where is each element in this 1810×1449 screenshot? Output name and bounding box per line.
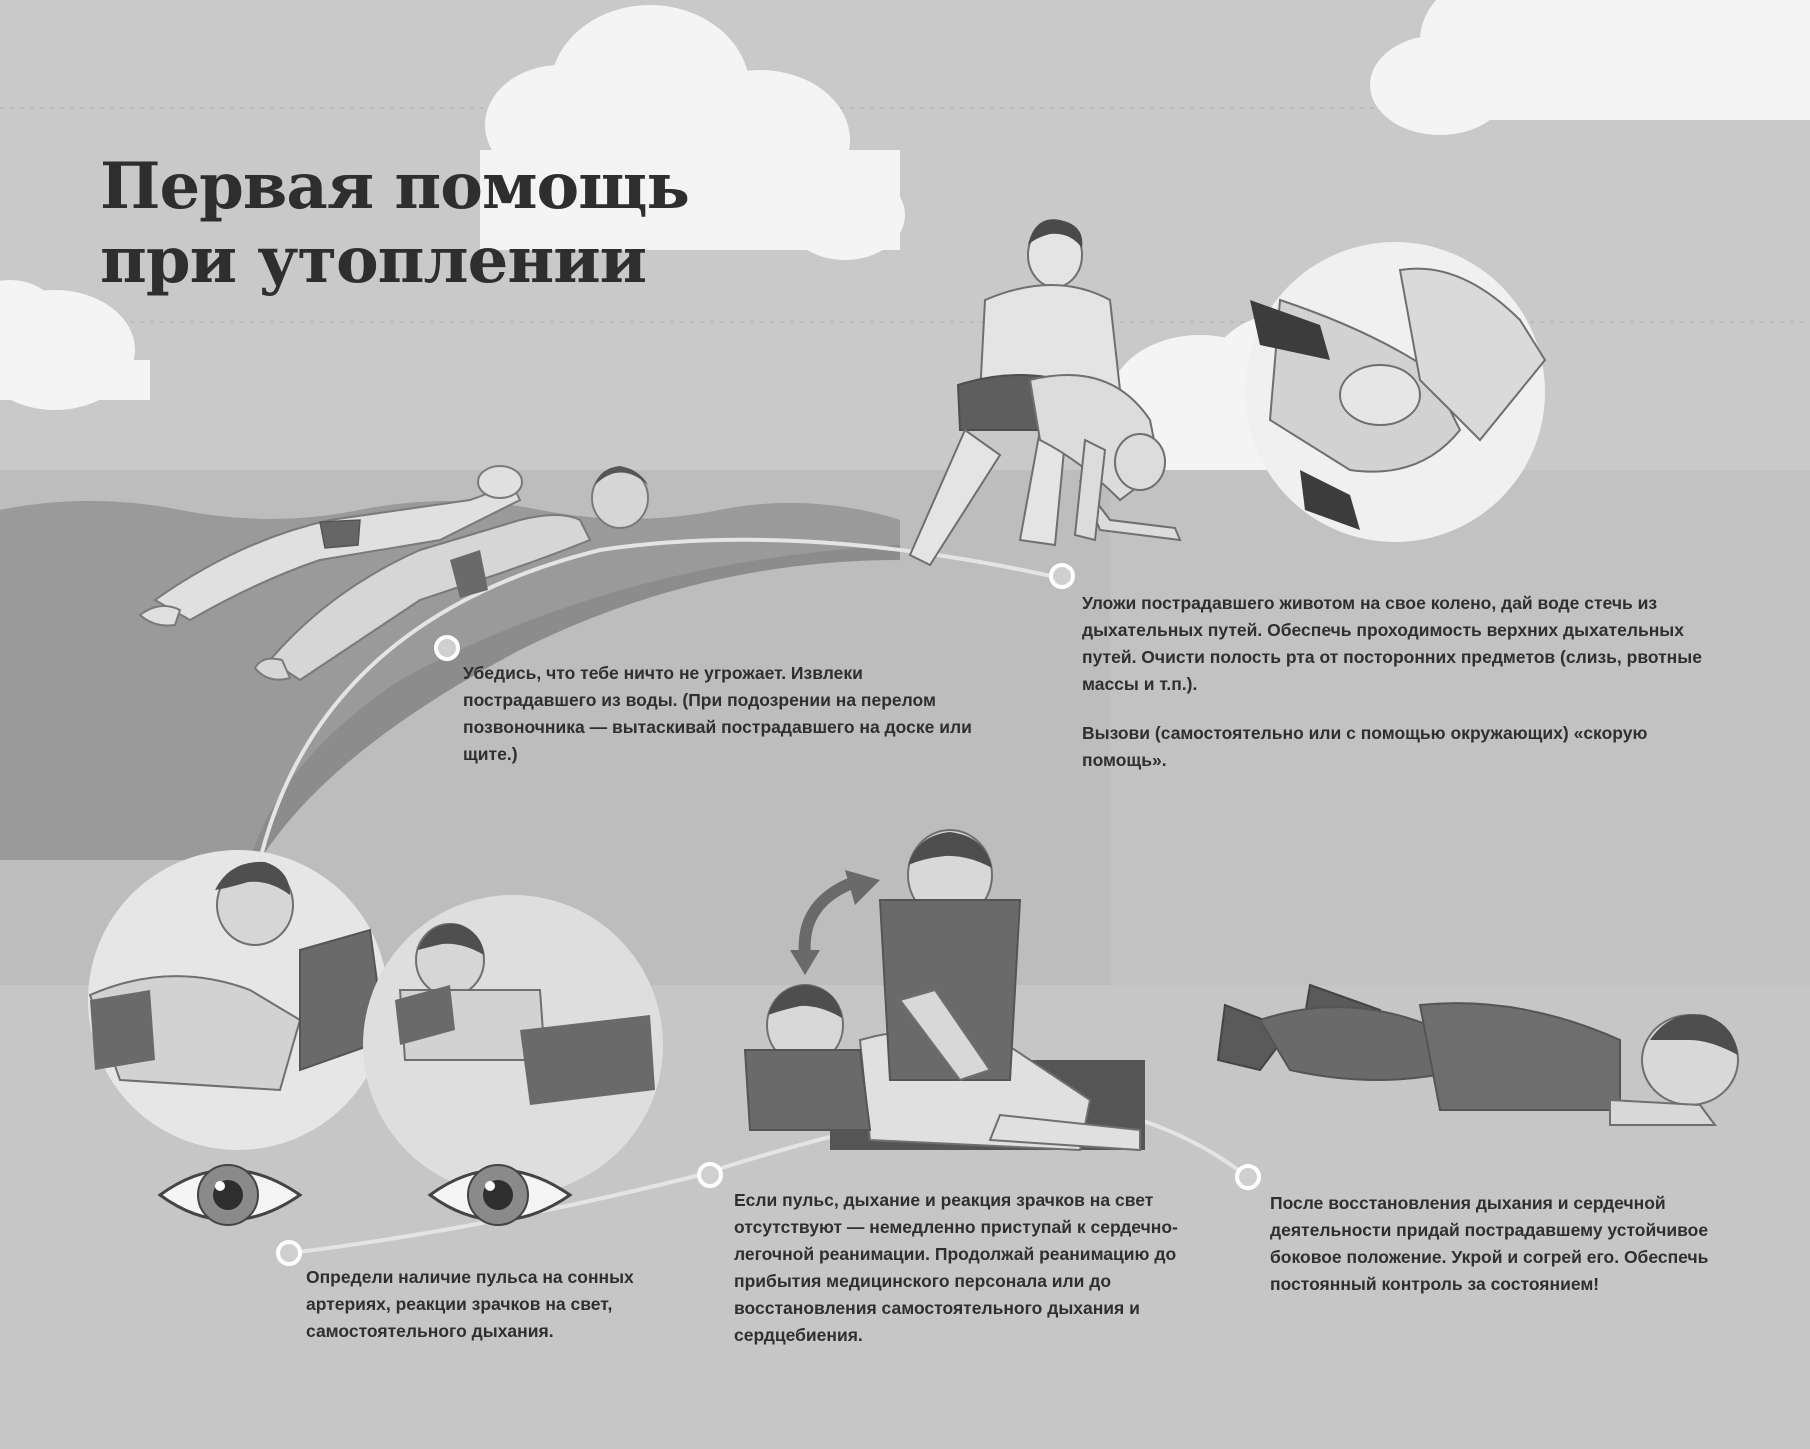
step-3-text	[306, 1264, 676, 1345]
step-marker-2	[1051, 565, 1073, 587]
cloud-top-right	[1370, 0, 1810, 135]
step-1-text	[463, 660, 983, 768]
step-1-description: Убедись, что тебе ничто не угрожает. Извлеки пострадавшего из воды. (При подозрении на перелом позвоночника — вытаскивай пострадавшего на доске или щите.)	[463, 663, 972, 764]
pulse-check-circle	[88, 850, 388, 1150]
page-title	[100, 150, 689, 298]
step-5-text	[1270, 1190, 1740, 1298]
title-line-1: Первая помощь	[100, 149, 689, 224]
step-marker-3	[278, 1242, 300, 1264]
title-line-2: при утоплении	[100, 223, 647, 298]
step-marker-1	[436, 637, 458, 659]
step-2-description: Уложи пострадавшего животом на свое колено, дай воде стечь из дыхательных путей. Обеспечь проходимость верхних дыхательных путей. Очисти полость рта от посторонних предметов (слизь, рвотные массы и т.п.).	[1082, 593, 1702, 694]
step-5-description: После восстановления дыхания и сердечной деятельности придай пострадавшему устойчивое боковое положение. Укрой и согрей его. Обеспечь постоянный контроль за состоянием!	[1270, 1193, 1709, 1294]
mouth-clearing-circle	[1245, 242, 1545, 542]
breathing-check-circle	[363, 895, 663, 1195]
step-marker-5	[1237, 1166, 1259, 1188]
step-4-text	[734, 1187, 1204, 1349]
step-marker-4	[699, 1164, 721, 1186]
step-2-text	[1082, 590, 1722, 774]
step-4-description: Если пульс, дыхание и реакция зрачков на свет отсутствуют — немедленно приступай к сердечно-легочной реанимации. Продолжай реанимацию до прибытия медицинского персонала или до восстановления самостоятельного дыхания и сердцебиения.	[734, 1190, 1178, 1345]
step-2-call-ambulance: Вызови (самостоятельно или с помощью окружающих) «скорую помощь».	[1082, 723, 1648, 770]
step-3-description: Определи наличие пульса на сонных артериях, реакции зрачков на свет, самостоятельного дыхания.	[306, 1267, 634, 1341]
